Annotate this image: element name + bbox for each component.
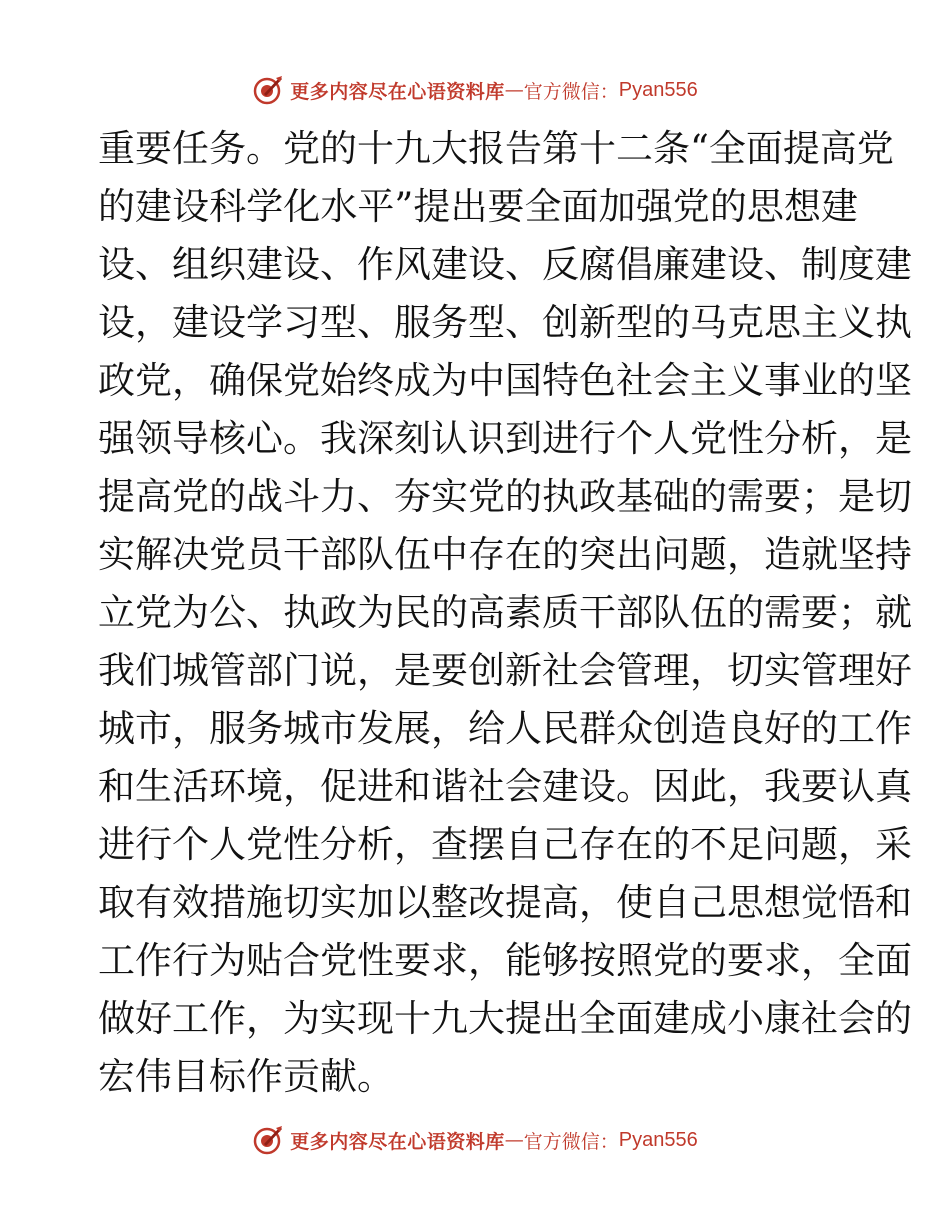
text-line: 政党，确保党始终成为中国特色社会主义事业的坚	[98, 359, 912, 402]
footer-wechat-id: Pyan556	[618, 1128, 698, 1151]
feather-logo-icon	[252, 1124, 284, 1156]
text-line: 提高党的战斗力、夯实党的执政基础的需要；是切	[98, 475, 912, 518]
text-line: 进行个人党性分析，查摆自己存在的不足问题，采	[98, 823, 912, 866]
header-wechat-id: Pyan556	[618, 78, 698, 101]
text-line: 立党为公、执政为民的高素质干部队伍的需要；就	[98, 591, 912, 634]
footer-separator: —	[504, 1129, 524, 1151]
text-line: 我们城管部门说，是要创新社会管理，切实管理好	[98, 649, 912, 692]
text-line: 设，建设学习型、服务型、创新型的马克思主义执	[98, 301, 912, 344]
header-site-text: 更多内容尽在心语资料库	[290, 80, 505, 103]
footer-banner	[0, 1120, 950, 1160]
text-line: 的建设科学化水平”提出要全面加强党的思想建	[98, 185, 858, 228]
text-line: 和生活环境，促进和谐社会建设。因此，我要认真	[98, 765, 912, 808]
document-body	[98, 120, 912, 1106]
text-line: 实解决党员干部队伍中存在的突出问题，造就坚持	[98, 533, 912, 576]
text-line: 取有效措施切实加以整改提高，使自己思想觉悟和	[98, 881, 912, 924]
text-line: 城市，服务城市发展，给人民群众创造良好的工作	[98, 707, 912, 750]
text-line: 宏伟目标作贡献。	[98, 1055, 394, 1098]
footer-wechat-label: 官方微信：	[523, 1130, 619, 1153]
header-banner	[0, 70, 950, 110]
text-line: 工作行为贴合党性要求，能够按照党的要求，全面	[98, 939, 912, 982]
text-line: 设、组织建设、作风建设、反腐倡廉建设、制度建	[98, 243, 912, 286]
header-separator: —	[504, 79, 524, 101]
header-wechat-label: 官方微信：	[523, 80, 619, 103]
text-line: 做好工作，为实现十九大提出全面建成小康社会的	[98, 997, 912, 1040]
feather-logo-icon	[252, 74, 284, 106]
footer-site-text: 更多内容尽在心语资料库	[290, 1130, 505, 1153]
text-line: 重要任务。党的十九大报告第十二条“全面提高党	[98, 127, 894, 170]
text-line: 强领导核心。我深刻认识到进行个人党性分析，是	[98, 417, 912, 460]
